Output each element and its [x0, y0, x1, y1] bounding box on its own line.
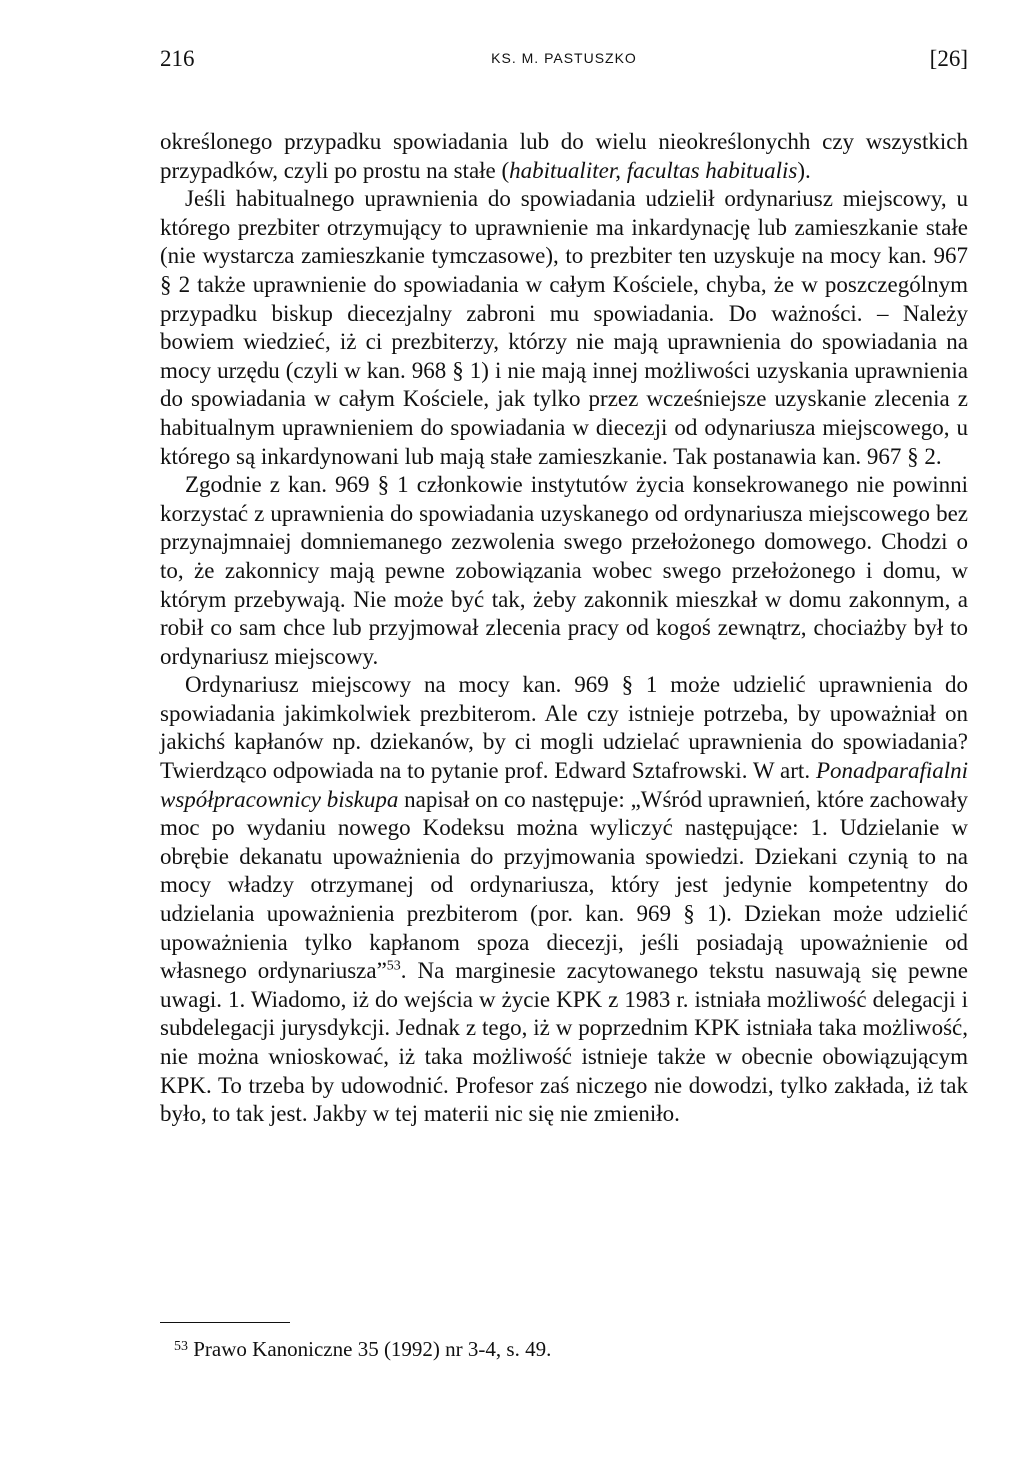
running-head-author: KS. M. PASTUSZKO [491, 50, 637, 66]
paragraph-3: Zgodnie z kan. 969 § 1 członkowie instytutów życia konsekrowanego nie powinni korzystać z uprawnienia do spowiadania uzyskanego od ordynariusza miejscowego bez przynajmnaiej domniemanego zezwolenia swego przełożonego domowego. Chodzi o to, że zakonnicy mają pewne zobowiązania wobec swego przełożonego i domu, w którym przebywają. Nie może być tak, żeby zakonnik mieszkał w domu zakonnym, a robił co sam chce lub przyjmował zlecenia pracy od kogoś zewnątrz, chociażby był to ordynariusz miejscowy. [160, 472, 968, 669]
paragraph-4-end: . Na marginesie zacytowanego tekstu nasuwają się pewne uwagi. 1. Wiadomo, iż do wejścia w życie KPK z 1983 r. istniała możliwość delegacji i subdelegacji jurysdykcji. Jednak z tego, iż w poprzednim KPK istniała taka możliwość, nie można wnioskować, iż taka możliwość istnieje także w obecnie obowiązującym KPK. To trzeba by udowodnić. Profesor zaś niczego nie dowodzi, tylko zakłada, iż tak było, to tak jest. Jakby w tej materii nic się nie zmieniło. [160, 958, 968, 1127]
paragraph-1-end: ). [797, 157, 811, 183]
paragraph-1-text: określonego przypadku spowiadania lub do wielu nieokreślonychh czy wszystkich przypadków, czyli po prostu na stałe ( [160, 129, 968, 183]
footnote-reference: 53 [386, 958, 401, 974]
paragraph-1 [160, 128, 968, 185]
footnote-text: Prawo Kanoniczne 35 (1992) nr 3-4, s. 49. [193, 1337, 552, 1361]
footnote-rule [160, 1322, 290, 1323]
paragraph-2: Jeśli habitualnego uprawnienia do spowiadania udzielił ordynariusz miejscowy, u którego prezbiter otrzymujący to uprawnienie ma inkardynację lub zamieszkanie stałe (nie wystarcza zamieszkanie tymczasowe), to prezbiter ten uzyskuje na mocy kan. 967 § 2 także uprawnienie do spowiadania w całym Kościele, chyba, że w poszczególnym przypadku biskup diecezjalny zabroni mu spowiadania. Do ważności. – Należy bowiem wiedzieć, iż ci prezbiterzy, którzy nie mają uprawnienia do spowiadania na mocy urzędu (czyli w kan. 968 § 1) i nie mają innej możliwości uzyskania uprawnienia do spowiadania w całym Kościele, jak tylko przez wcześniejsze uzyskanie zlecenia z habitualnym uprawnieniem do spowiadania w diecezji od odynariusza miejscowego, u którego są inkardynowani lub mają stałe zamieszkanie. Tak postanawia kan. 967 § 2. [160, 186, 968, 469]
section-number: [26] [929, 46, 968, 71]
paragraph-4-italic-title: Ponadparafialni współpracownicy biskupa [160, 758, 968, 812]
paragraph-4-quote: napisał on co następuje: „Wśród uprawnień, które zachowały moc po wydaniu nowego Kodeksu można wyliczyć następujące: 1. Udzielanie w obrębie dekanatu upoważnienia do przyjmowania spowiedzi. Dziekani czynią to na mocy władzy otrzymanej od ordynariusza, który jest jedynie kompetentny do udzielania upoważnienia prezbiterom (por. kan. 969 § 1). Dziekan może udzielić upoważnienia tylko kapłanom spoza diecezji, jeśli posiadają upoważnienie od własnego ordynariusza” [160, 786, 968, 984]
paragraph-4 [160, 671, 968, 1129]
running-head [160, 46, 968, 76]
body-text [160, 128, 968, 1129]
page-number: 216 [160, 46, 195, 71]
paragraph-4-text: Ordynariusz miejscowy na mocy kan. 969 § 1 może udzielić uprawnienia do spowiadania jakimkolwiek prezbiterom. Ale czy istnieje potrzeba, by upoważniał on jakichś kapłanów np. dziekanów, by ci mogli udzielać uprawnienia do spowiadania? Twierdząco odpowiada na to pytanie prof. Edward Sztafrowski. W art. [160, 672, 968, 784]
footnote-number: 53 [174, 1339, 188, 1354]
footnote [160, 1336, 968, 1366]
paragraph-1-italic: habitualiter, facultas habitualis [509, 157, 798, 183]
